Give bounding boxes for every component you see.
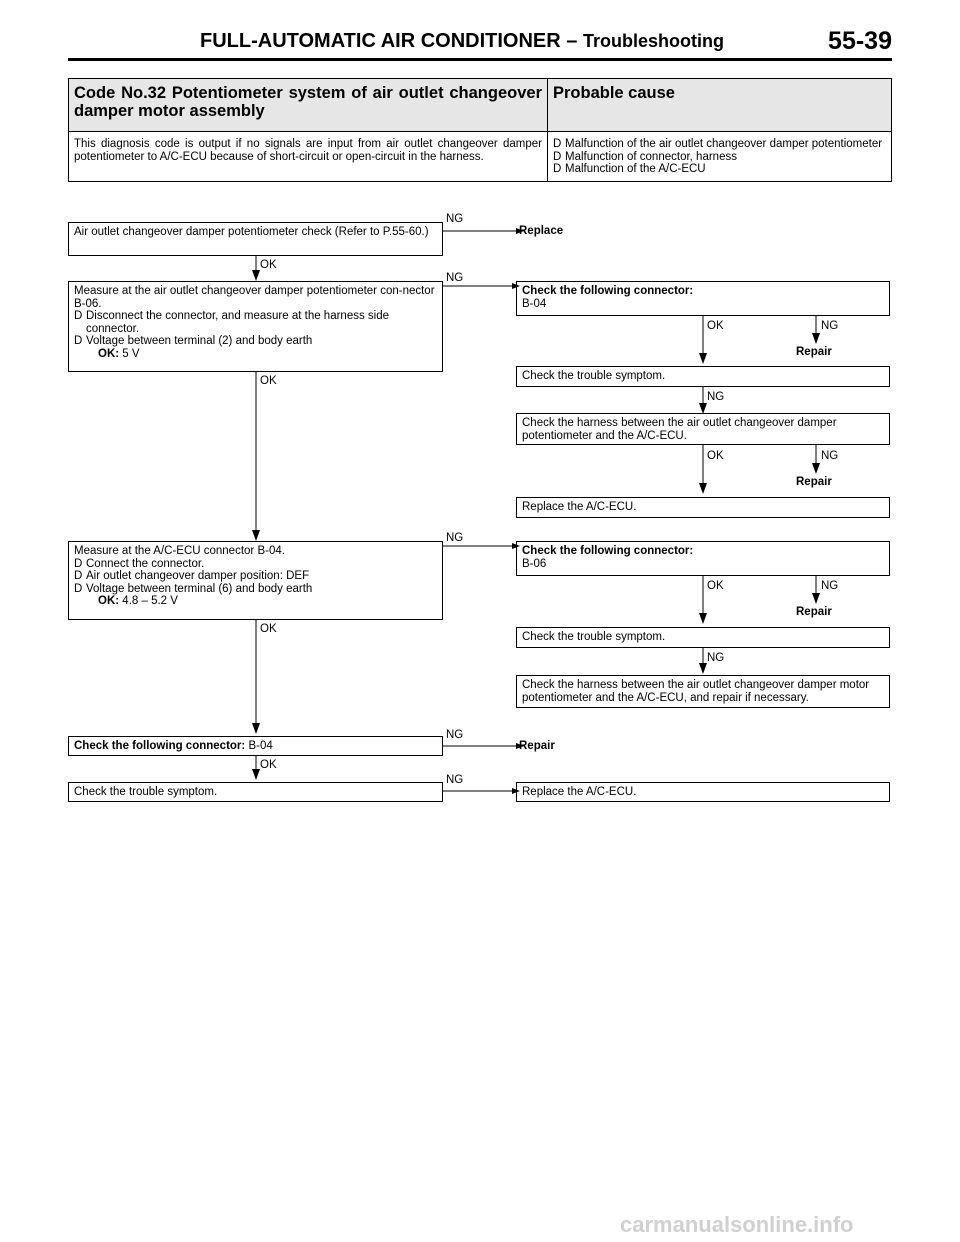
step-damper-potentiometer-check: Air outlet changeover damper potentiometer check (Refer to P.55-60.) — [68, 222, 443, 256]
step-replace-ecu-final: Replace the A/C-ECU. — [516, 782, 890, 802]
cause-item: D Malfunction of the air outlet changeover damper potentiometer — [553, 138, 883, 150]
result-replace: Replace — [519, 225, 564, 237]
ng-label: NG — [446, 532, 464, 544]
bullet-glyph: D — [74, 335, 83, 347]
bullet-glyph: D — [74, 570, 83, 582]
step-check-trouble-symptom-final: Check the trouble symptom. — [68, 782, 443, 802]
cause-item: D Malfunction of connector, harness — [553, 150, 737, 163]
ok-label: OK — [707, 320, 724, 332]
ok-label: OK — [260, 259, 277, 271]
ng-label: NG — [821, 580, 839, 592]
code-title: Code No.32 Potentiometer system of air outlet changeover damper motor assembly — [69, 79, 548, 131]
result-repair: Repair — [519, 740, 555, 752]
header-subtitle: Troubleshooting — [582, 31, 724, 51]
ok-label: OK — [260, 759, 277, 771]
ok-label: OK — [707, 580, 724, 592]
step-check-connector-b04: Check the following connector: B-04 — [516, 281, 890, 316]
result-repair: Repair — [796, 476, 832, 488]
ng-label: NG — [821, 320, 839, 332]
ng-label: NG — [707, 652, 725, 664]
ng-label: NG — [446, 774, 464, 786]
bullet-glyph: D — [553, 150, 562, 163]
ok-label: OK — [707, 450, 724, 462]
step-check-connector-b04-final: Check the following connector: B-04 — [68, 736, 443, 756]
ng-label: NG — [707, 391, 725, 403]
bullet-glyph: D — [74, 557, 83, 570]
watermark: carmanualsonline.info — [620, 1212, 854, 1237]
step-check-connector-b06: Check the following connector: B-06 — [516, 541, 890, 576]
bullet-glyph: D — [74, 582, 83, 595]
code-description: This diagnosis code is output if no signals are input from air outlet changeover damper potentiometer to A/C-ECU because of short-circuit or open-circuit in the harness. — [69, 132, 548, 181]
result-repair: Repair — [796, 346, 832, 358]
bullet-glyph: D — [74, 310, 83, 322]
step-check-trouble-symptom: Check the trouble symptom. — [516, 627, 890, 648]
step-check-trouble-symptom: Check the trouble symptom. — [516, 366, 890, 387]
step-check-harness-motor-ecu: Check the harness between the air outlet changeover damper motor potentiometer and the A/C-ECU, and repair if necessary. — [516, 675, 890, 708]
step-measure-ecu-connector: Measure at the A/C-ECU connector B-04. D Connect the connector. D Air outlet changeover damper position: DEF D Voltage between terminal (6) and body earth OK: 4.8 – 5.2 V — [68, 541, 443, 620]
ok-label: OK — [260, 375, 277, 387]
ng-label: NG — [446, 729, 464, 741]
ng-label: NG — [446, 272, 464, 284]
ok-label: OK — [260, 623, 277, 635]
bullet-glyph: D — [553, 138, 562, 150]
probable-cause-heading: Probable cause — [553, 84, 675, 102]
ng-label: NG — [446, 213, 464, 225]
ng-label: NG — [821, 450, 839, 462]
bullet-glyph: D — [553, 163, 562, 175]
step-replace-ecu: Replace the A/C-ECU. — [516, 497, 890, 518]
result-repair: Repair — [796, 606, 832, 618]
header-title-main: FULL-AUTOMATIC AIR CONDITIONER — [200, 30, 561, 52]
header-dash: – — [560, 30, 583, 52]
step-measure-potentiometer-connector: Measure at the air outlet changeover damper potentiometer con-nector B-06. D Disconnect the connector, and measure at the harness side connector. D Voltage between terminal (2) and body earth OK: 5 V — [68, 281, 443, 372]
step-check-harness-potentiometer-ecu: Check the harness between the air outlet changeover damper potentiometer and the A/C-ECU. — [516, 413, 890, 445]
page-number: 55-39 — [828, 27, 892, 55]
cause-item: D Malfunction of the A/C-ECU — [553, 163, 706, 175]
